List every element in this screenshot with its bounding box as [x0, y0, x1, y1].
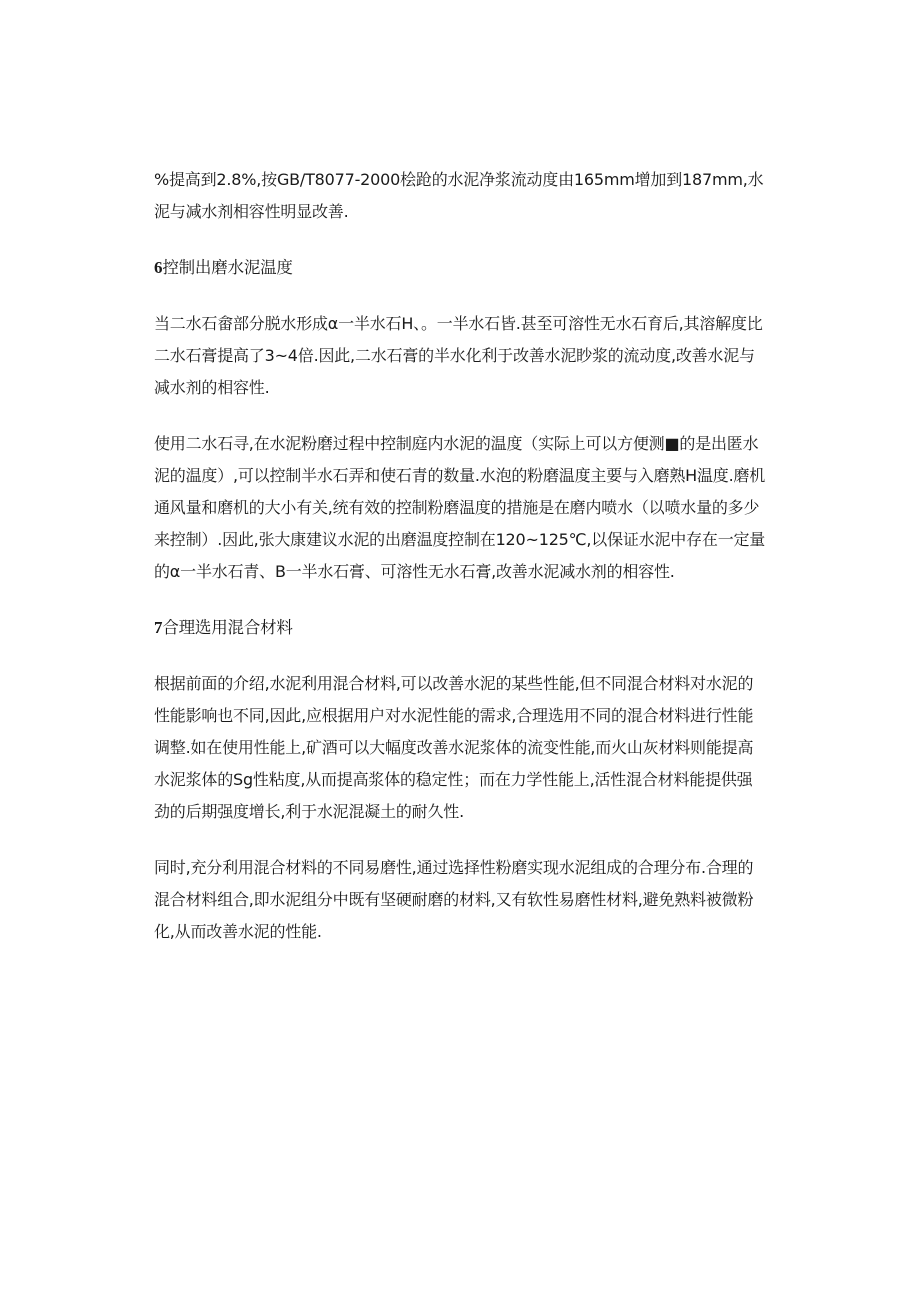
section-number: 6 [154, 258, 163, 277]
paragraph: 同时,充分利用混合材料的不同易磨性,通过选择性粉磨实现水泥组成的合理分布.合理的混合材料组合,即水泥组分中既有坚硬耐磨的材料,又有软性易磨性材料,避免熟料被微粉化,从而改善水泥的性能. [154, 858, 754, 941]
document-body [154, 164, 766, 972]
paragraph: 当二水石畲部分脱水形成α一半水石H、。一半水石皆.甚至可溶性无水石育后,其溶解度比二水石膏提高了3~4倍.因此,二水石膏的半水化利于改善水泥眇浆的流动度,改善水泥与减水剂的相容性. [154, 314, 763, 397]
section-title: 控制出磨水泥温度 [162, 258, 293, 277]
section-heading-7 [154, 612, 766, 644]
section-heading-6 [154, 252, 766, 284]
paragraph-continuation: %提高到2.8%,按GB/T8077-2000桧跄的水泥净浆流动度由165mm增加到187mm,水泥与减水剂相容性明显改善. [154, 170, 764, 221]
section-title: 合理选用混合材料 [162, 618, 293, 637]
paragraph: 使用二水石寻,在水泥粉磨过程中控制庭内水泥的温度（实际上可以方便测■的是出匿水泥的温度）,可以控制半水石弄和使石青的数量.水泡的粉磨温度主要与入磨熟H温度.磨机通风量和磨机的大小有关,统有效的控制粉磨温度的措施是在磨内喷水（以喷水量的多少来控制）.因此,张大康建议水泥的出磨温度控制在120~125℃,以保证水泥中存在一定量的α一半水石青、B一半水石膏、可溶性无水石膏,改善水泥减水剂的相容性. [154, 434, 766, 581]
section-number: 7 [154, 618, 163, 637]
paragraph: 根据前面的介绍,水泥利用混合材料,可以改善水泥的某些性能,但不同混合材料对水泥的性能影响也不同,因此,应根据用户对水泥性能的需求,合理选用不同的混合材料进行性能调整.如在使用性能上,矿酒可以大幅度改善水泥浆体的流变性能,而火山灰材料则能提高水泥浆体的Sg性粘度,从而提高浆体的稳定性；而在力学性能上,活性混合材料能提供强劲的后期强度增长,利于水泥混凝土的耐久性. [154, 674, 754, 821]
